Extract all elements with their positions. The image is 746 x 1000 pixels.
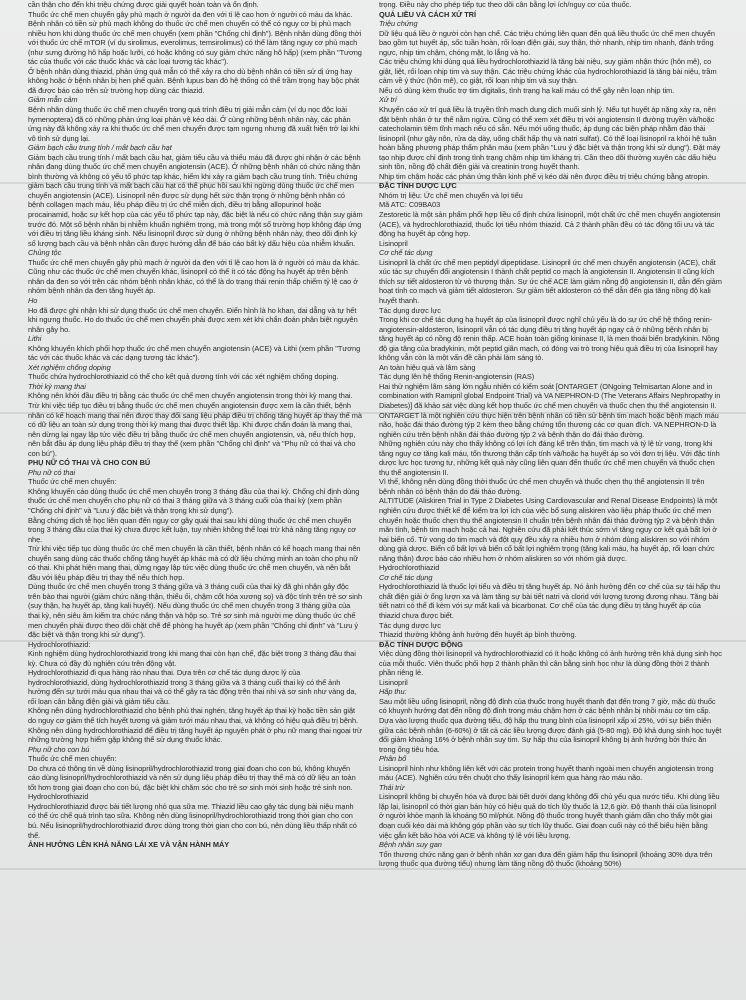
left-text-column (28, 0, 363, 1000)
paragraph: Vì thế, không nên dùng đồng thời thuốc ức chế men chuyển và thuốc chẹn thụ thể angiotensin II trên bệnh nhân có bệnh thận do đái tháo đường. (379, 477, 705, 496)
paragraph: Bằng chứng dịch tễ học liên quan đến nguy cơ gây quái thai sau khi dùng thuốc ức chế men chuyển trong 3 tháng đầu của thai kỳ chưa được kết luận, tuy nhiên không thể loại trừ khả năng tăng nguy cơ nhẹ. (28, 515, 357, 544)
paragraph: Thuốc ức chế men chuyển: (28, 477, 117, 487)
paragraph: Khuyến cáo xử trí quá liều là truyền tĩnh mạch dung dịch muối sinh lý. Nếu tụt huyết áp nặng xảy ra, nên đặt bệnh nhân ở tư thế nằm ngửa. Cũng có thể xem xét điều trị với angiotensin II đường truyền và/hoặc catecholamin tiêm tĩnh mạch nếu có sẵn. Nếu mới uống thuốc, áp dụng các biện pháp nhằm đào thải lisinopril (như gây nôn, rửa dạ dày, uống chất hấp thụ và natri sulfat). Có thể loại lisinopril ra khỏi hệ tuần hoàn bằng phương pháp thẩm phân máu (xem phần "Lưu ý đặc biệt và thận trọng khi sử dụng"). Đặt máy tạo nhịp được chỉ định trong tình trạng chậm nhịp tim kháng trị. Cần theo dõi thường xuyên các dấu hiệu sinh tồn, nồng độ chất điện giải và creatinin trong huyết thanh. (379, 105, 721, 172)
paragraph: Trong khi cơ chế tác dụng hạ huyết áp của lisinopril được nghĩ chủ yếu là do sự ức chế hệ thống renin-angiotensin-aldosteron, lisinopril vẫn có tác dụng điều trị tăng huyết áp ngay cả ở những bệnh nhân bị tăng huyết áp có nồng độ renin thấp. ACE hoàn toàn giống kininase II, là men thoái biến bradykinin. Nồng độ gia tăng của bradykinin, một peptid giãn mạch, có đóng vai trò trong hiệu quả điều trị của lisinopril hay không vẫn còn là một vấn đề cần phải làm sáng tỏ. (379, 315, 720, 363)
paragraph: Ho đã được ghi nhận khi sử dụng thuốc ức chế men chuyển. Điển hình là ho khan, dai dẳng và tự hết khi ngưng thuốc. Ho do thuốc ức chế men chuyển phải được xem xét khi chẩn đoán phân biệt nguyên nhân gây ho. (28, 305, 358, 334)
paragraph: Tổn thương chức năng gan ở bệnh nhân xơ gan đưa đến giảm hấp thu lisinopril (khoảng 30% dựa trên lượng thuốc qua đường tiểu) nhưng làm tăng nồng độ thuốc (khoảng 50%) (379, 849, 713, 869)
subsection-heading: Hấp thu: (379, 687, 407, 697)
paragraph: Giảm bạch cầu trung tính / mất bạch cầu hạt, giảm tiểu cầu và thiếu máu đã được ghi nhận ở các bệnh nhân đang dùng thuốc ức chế men chuyển angiotensin (ACE). Ở những bệnh nhân có chức năng thận bình thường và không có yếu tố phức tạp khác, hiếm khi xảy ra giảm bạch cầu trung tính. Triệu chứng giảm bạch cầu trung tính và mất bạch cầu hạt có thể phục hồi sau khi ngừng dùng thuốc ức chế men chuyển angiotensin (ACE). Lisinopril nên được sử dụng hết sức thận trọng ở những bệnh nhân có bệnh collagen mạch máu, liệu pháp điều trị ức chế miễn dịch, điều trị bằng allopurinol hoặc procainamid, hoặc sự kết hợp của các yếu tố phức tạp này, đặc biệt là nếu có chức năng thận suy giảm trước đó. Một số bệnh nhân bị nhiễm khuẩn nghiêm trọng, mà trong một số trường hợp không đáp ứng với điều trị tăng liều kháng sinh. Nếu lisinopril được sử dụng ở những bệnh nhân này, theo dõi định kỳ số lượng bạch cầu và bệnh nhân cần được hướng dẫn để báo cáo bất kỳ dấu hiệu của nhiễm khuẩn. (28, 152, 363, 248)
paragraph: Nhịp tim chậm hoặc các phản ứng thần kinh phế vị kéo dài nên được điều trị triệu chứng bằng atropin. (379, 171, 710, 181)
subsection-heading: Xét nghiệm chống doping (28, 362, 111, 372)
paragraph: Không khuyến cáo dùng thuốc ức chế men chuyển trong 3 tháng đầu của thai kỳ. Chống chỉ định dùng thuốc ức chế men chuyển cho phụ nữ có thai 3 tháng giữa và 3 tháng cuối của thai kỳ (xem phần "Chống chỉ định" và "Lưu ý đặc biệt và thận trọng khi sử dụng"). (28, 486, 360, 515)
paragraph: cần thận cho đến khi triệu chứng được giải quyết hoàn toàn và ổn định. (28, 0, 259, 9)
subsection-heading: Thời kỳ mang thai (28, 381, 86, 391)
paragraph: Không nên dùng hydrochlorothiazid cho bệnh phù thai nghén, tăng huyết áp thai kỳ hoặc tiền sản giật do nguy cơ giảm thể tích huyết tương và giảm tưới máu nhau thai, và không có hiệu quả điều trị bệnh. (28, 706, 359, 726)
section-heading: QUÁ LIỀU VÀ CÁCH XỬ TRÍ (379, 9, 476, 19)
section-heading: ẢNH HƯỞNG LÊN KHẢ NĂNG LÁI XE VÀ VẬN HÀNH MÁY (28, 840, 230, 850)
paragraph: Lisinopril là chất ức chế men peptidyl dipeptidase. Lisinopril ức chế men chuyển angiotensin (ACE), chất xúc tác sự chuyển đổi angiotensin I thành chất peptid co mạch là angiotensin II. Angiotensin II cũng kích thích sự tiết aldosteron từ vỏ thượng thận. Sự ức chế ACE làm giảm nồng độ angiotensin II, dẫn đến giảm hoạt tính co mạch và giảm tiết aldosteron. Sự giảm tiết aldosteron có thể dẫn đến gia tăng nồng độ kali huyết thanh. (379, 257, 722, 305)
subsection-heading: Triệu chứng (379, 19, 418, 29)
paragraph: Không nên dùng hydrochlorothiazid để điều trị tăng huyết áp nguyên phát ở phụ nữ mang thai ngoại trừ những trường hợp hiếm gặp không thể sử dụng thuốc khác. (28, 725, 362, 745)
paragraph: Cũng như các thuốc ức chế men chuyển khác, lisinopril có thể ít có tác động hạ huyết áp trên bệnh nhân da đen so với trên các nhóm bệnh nhân khác, có thể là do trạng thái renin thấp chiếm tỷ lệ cao ở nhóm bệnh nhân da đen tăng huyết áp. (28, 267, 359, 296)
paragraph: Không khuyến khích phối hợp thuốc ức chế men chuyển angiotensin (ACE) và Lithi (xem phần "Tương tác với các thuốc khác và các dạng tương tác khác"). (28, 343, 361, 363)
paragraph: Lisinopril (379, 677, 408, 687)
subsection-heading: Chủng tộc (28, 248, 62, 258)
paragraph: Nhóm trị liệu: Ức chế men chuyển và lợi tiểu (379, 190, 523, 200)
paragraph: Hydrochlorothiazid là thuốc lợi tiểu và điều trị tăng huyết áp. Nó ảnh hưởng đến cơ chế của sự tái hấp thu chất điện giải ở ống lượn xa và làm tăng sự bài tiết natri và clorid với lượng tương đương nhau. Tăng bài tiết natri có thể đi kèm với sự mất kali và bicarbonat. Cơ chế của tác dụng điều trị tăng huyết áp của thiazid chưa được biết. (379, 582, 721, 620)
paragraph: Nếu có dùng kèm thuốc trợ tim digitalis, tình trạng hạ kali máu có thể gây nên loạn nhịp tim. (379, 85, 675, 95)
paragraph: Hydrochlorothiazid (379, 563, 440, 573)
paragraph: An toàn hiệu quả và lâm sàng (379, 362, 476, 372)
paragraph: Thuốc ức chế men chuyển: (28, 754, 117, 764)
paragraph: Dữ liệu quá liều ở người còn hạn chế. Các triệu chứng liên quan đến quá liều thuốc ức chế men chuyển bao gồm tụt huyết áp, sốc tuần hoàn, rối loạn điện giải, suy thận, thở nhanh, nhịp tim nhanh, đánh trống ngực, nhịp tim chậm, chóng mặt, lo lắng và ho. (379, 28, 715, 57)
subsection-heading: Ho (28, 295, 38, 305)
right-text-column (379, 0, 722, 1000)
subsection-heading: Cơ chế tác dụng (379, 248, 433, 258)
subsection-heading: Phân bố (379, 754, 407, 764)
paragraph: Hai thử nghiệm lâm sàng lớn ngẫu nhiên có kiểm soát [ONTARGET (ONgoing Telmisartan Alone and in combination with Ramipril global Endpoint Trial) và VA NEPHRON-D (The Veterans Affairs Nephropathy in Diabetes)] đã khảo sát việc dùng kết hợp thuốc ức chế men chuyển và thuốc chẹn thụ thể angiotensin II. (379, 381, 721, 410)
section-heading: ĐẶC TÍNH DƯỢC ĐỘNG (379, 639, 463, 649)
paragraph: Tác dụng dược lực (379, 305, 441, 315)
paragraph: Bệnh nhân dùng thuốc ức chế men chuyển trong quá trình điều trị giải mẫn cảm (ví dụ nọc độc loài hymenoptera) đã có những phản ứng loại phản vệ kéo dài. Ở cùng những bệnh nhân này, các phản ứng này đã không xảy ra khi thuốc ức chế men chuyển được tạm ngưng nhưng đã xuất hiện trở lại khi vô tình sử dụng lại. (28, 105, 360, 143)
paragraph: Việc dùng đồng thời lisinopril và hydrochlorothiazid có ít hoặc không có ảnh hưởng trên khả dụng sinh học của mỗi thuốc. Viên thuốc phối hợp 2 thành phần thì cân bằng sinh học như là dùng đồng thời 2 thành phần riêng lẻ. (379, 649, 722, 678)
subsection-heading: Xử trí (379, 95, 397, 105)
paragraph: Mã ATC: C09BA03 (379, 200, 441, 210)
paragraph: Dùng thuốc ức chế men chuyển trong 3 tháng giữa và 3 tháng cuối của thai kỳ đã ghi nhận gây độc trên bào thai người (giảm chức năng thận, thiểu ối, chậm cốt hóa xương sọ) và độc tính trên trẻ sơ sinh (suy thận, hạ huyết áp, tăng kali huyết). Nếu dùng thuốc ức chế men chuyển trong 3 tháng giữa của thai kỳ, nên siêu âm kiểm tra chức năng thận và hộp sọ. Trẻ sơ sinh mà người mẹ dùng thuốc ức chế men chuyển phải được theo dõi chặt chẽ để phòng hạ huyết áp (xem phần "Chống chỉ định" và "Lưu ý đặc biệt và thận trọng khi sử dụng"). (28, 582, 362, 640)
paragraph: ONTARGET là một nghiên cứu thực hiện trên bệnh nhân có tiền sử bệnh tim mạch hoặc bệnh mạch máu não, hoặc đái tháo đường týp 2 kèm theo bằng chứng tổn thương các cơ quan đích. VA NEPHRON-D là nghiên cứu trên bệnh nhân đái tháo đường týp 2 và bệnh thận do đái tháo đường. (379, 410, 719, 439)
paragraph: Thuốc ức chế men chuyển gây phù mạch ở người da đen với tỉ lệ cao hơn là ở người có màu da khác. (28, 257, 361, 267)
paragraph: Những nghiên cứu này cho thấy không có lợi ích đáng kể trên thận, tim mạch và tỷ lệ tử vong, trong khi tăng nguy cơ tăng kali máu, tổn thương thận cấp tính và/hoặc hạ huyết áp so với đơn trị liệu. Với đặc tính dược lực học tương tự, những kết quả này cũng liên quan đến thuốc ức chế men chuyển và thuốc chẹn thụ thể angiotensin II. (379, 439, 720, 477)
paragraph: Thuốc ức chế men chuyển gây phù mạch ở người da đen với tỉ lệ cao hơn ở người có màu da khác. (28, 9, 353, 19)
paragraph: Bệnh nhân có tiền sử phù mạch không do thuốc ức chế men chuyển có thể có nguy cơ bị phù mạch nhiều hơn khi dùng thuốc ức chế men chuyển (xem phần "Chống chỉ định"). Bệnh nhân dùng đồng thời với thuốc ức chế mTOR (ví dụ sirolimus, everolimus, temsirolimus) có thể làm tăng nguy cơ phù mạch (như sưng đường hô hấp hoặc lưỡi, có hoặc không có suy giảm chức năng hô hấp) (xem phần "Tương tác của thuốc với các thuốc khác và các loại tương tác khác"). (28, 19, 362, 67)
subsection-heading: Bệnh nhân suy gan (379, 840, 442, 850)
paragraph: ALTITUDE (Aliskiren Trial in Type 2 Diabetes Using Cardiovascular and Renal Disease Endpoints) là một nghiên cứu được thiết kế để kiểm tra lợi ích của việc bổ sung aliskiren vào liệu pháp thuốc ức chế men chuyển hoặc thuốc chẹn thụ thể angiotensin II chuẩn trên bệnh nhân đái tháo đường týp 2 và bệnh thận mãn tính, bệnh tim mạch hoặc cả hai. Nghiên cứu đã phải kết thúc sớm vì tăng nguy cơ kết quả bất lợi ở hai biến cố. Tử vong do tim mạch và đột quỵ đều xảy ra nhiều hơn ở nhóm dùng aliskiren so với nhóm dùng giả dược. Biến cố bất lợi và biến cố bất lợi nghiêm trọng (tăng kali máu, hạ huyết áp, rối loạn chức năng thận) được báo cáo nhiều hơn ở nhóm aliskiren so với nhóm giả dược. (379, 496, 718, 563)
paragraph: Tác dụng lên hệ thống Renin-angiotensin (RAS) (379, 372, 535, 382)
paragraph: Lisinopril không bị chuyển hóa và được bài tiết dưới dạng không đổi chủ yếu qua nước tiểu. Khi dùng liều lặp lại, lisinopril có thời gian bán hủy có hiệu quả do tích lũy thuốc là 12,6 giờ. Độ thanh thải của lisinopril ở người khỏe mạnh là khoảng 50 ml/phút. Nồng độ thuốc trong huyết thanh giảm dần cho thấy một giai đoạn cuối kéo dài mà không góp phần vào sự tích lũy thuốc. Giai đoạn cuối này có thể biểu hiện bằng việc gắn kết bão hòa với ACE và không tỷ lệ với liều lượng. (379, 792, 720, 840)
paragraph: Zestoretic là một sản phẩm phối hợp liều cố định chứa lisinopril, một chất ức chế men chuyển angiotensin (ACE), và hydrochlorothiazid, thuốc lợi tiểu nhóm thiazid. Cả 2 thành phần đều có tác động tối ưu và tác động hạ huyết áp cộng hợp. (379, 210, 721, 239)
paragraph: Hydrochlorothiazid đi qua hàng rào nhau thai. Dựa trên cơ chế tác dụng dược lý của hydrochlorothiazid, dùng hydrochlorothiazid trong 3 tháng giữa và 3 tháng cuối thai kỳ có thể ảnh hưởng đến sự tưới máu qua nhau thai và có thể gây ra tác động trên thai nhi và sơ sinh như vàng da, rối loạn cân bằng điện giải và giảm tiểu cầu. (28, 668, 357, 706)
paragraph: Không nên khởi đầu điều trị bằng các thuốc ức chế men chuyển angiotensin trong thời kỳ mang thai. Trừ khi việc tiếp tục điều trị bằng thuốc ức chế men chuyển angiotensin được xem là cần thiết, bệnh nhân có kế hoạch mang thai nên được thay đổi sang liệu pháp điều trị chống tăng huyết áp thay thế mà có dữ liệu an toàn sử dụng trong thời kỳ mang thai được thiết lập. Khi được chẩn đoán là mang thai, nên dừng lại ngay lập tức việc điều trị bằng thuốc ức chế men chuyển angiotensin, và, nếu thích hợp, nên bắt đầu áp dụng liệu pháp điều trị thay thế (xem phần "Chống chỉ định" và "Phụ nữ có thai và cho con bú"). (28, 391, 362, 458)
paragraph: Các triệu chứng khi dùng quá liều hydrochlorothiazid là tăng bài niệu, suy giảm nhận thức (hôn mê), co giật, liệt, rối loạn nhịp tim và suy thận. Các triệu chứng khác của hydrochlorothiazid là tăng bài niệu, trầm cảm về ý thức (hôn mê), co giật, rối loạn nhịp tim và suy thận. (379, 57, 717, 86)
paragraph: Hydrochlorothiazid được bài tiết lượng nhỏ qua sữa mẹ. Thiazid liều cao gây tác dụng bài niệu mạnh có thể ức chế quá trình tạo sữa. Không nên dùng lisinopril/hydrochlorothiazid trong thời gian cho con bú. Nếu lisinopril/hydrochlorothiazid được dùng trong thời gian cho con bú, nên dùng liều thấp nhất có thể. (28, 801, 357, 840)
paragraph: Sau một liều uống lisinopril, nồng độ đỉnh của thuốc trong huyết thanh đạt đến trong 7 giờ, mặc dù thuốc có khuynh hướng đạt đến nồng độ đỉnh trong máu chậm hơn ở các bệnh nhân bị nhồi máu cơ tim cấp. Dựa vào lượng thuốc qua đường tiểu, độ hấp thu trung bình của lisinopril xấp xỉ 25%, với sự biến thiên giữa các bệnh nhân (6-60%) ở tất cả các liều lượng được đánh giá (5-80 mg). Độ khả dụng sinh học tuyệt đối giảm khoảng 16% ở bệnh nhân suy tim. Sự hấp thu của lisinopril không bị ảnh hưởng bởi thức ăn trong ống tiêu hóa. (379, 696, 722, 754)
paragraph: Hydrochlorothiazid: (28, 639, 91, 649)
section-heading: PHỤ NỮ CÓ THAI VÀ CHO CON BÚ (28, 458, 151, 468)
paragraph: Tác dụng dược lực (379, 620, 441, 630)
paragraph: Lisinopril (379, 238, 408, 248)
subsection-heading: Thải trừ (379, 782, 405, 792)
paragraph: Thuốc chứa hydrochlorothiazid có thể cho kết quả dương tính với các xét nghiệm chống doping. (28, 372, 339, 382)
subsection-heading: Giảm mẫn cảm (28, 95, 78, 105)
subsection-heading: Phụ nữ có thai (28, 467, 76, 477)
paragraph: Do chưa có thông tin về dùng lisinopril/hydrochlorothiazid trong giai đoạn cho con bú, không khuyến cáo dùng lisinopril/hydrochlorothiazid và nên sử dụng liệu pháp điều trị thay thế mà có dữ liệu an toàn tốt hơn trong giai đoạn cho con bú, đặc biệt khi chăm sóc cho trẻ sơ sinh mới sinh hoặc trẻ sinh non. (28, 763, 356, 792)
paragraph: Lisinopril hình như không liên kết với các protein trong huyết thanh ngoài men chuyển angiotensin trong máu (ACE). Nghiên cứu trên chuột cho thấy lisinopril kém qua hàng rào máu não. (379, 763, 714, 783)
subsection-heading: Cơ chế tác dụng (379, 572, 433, 582)
subsection-heading: Phụ nữ cho con bú (28, 744, 90, 754)
paragraph: Hydrochlorothiazid (28, 792, 89, 802)
subsection-heading: Lithi (28, 334, 42, 344)
paragraph: Thiazid thường không ảnh hưởng đến huyết áp bình thường. (379, 630, 577, 640)
paragraph: Kinh nghiệm dùng hydrochlorothiazid trong khi mang thai còn hạn chế, đặc biệt trong 3 tháng đầu thai kỳ. Chưa có đầy đủ nghiên cứu trên động vật. (28, 649, 356, 668)
section-heading: ĐẶC TÍNH DƯỢC LỰC (379, 181, 457, 191)
paragraph: trọng. Điều này cho phép tiếp tục theo dõi cân bằng lợi ích/nguy cơ của thuốc. (379, 0, 632, 9)
paragraph: Ở bệnh nhân dùng thiazid, phản ứng quá mẫn có thể xảy ra cho dù bệnh nhân có tiền sử dị ứng hay không hoặc ở bệnh nhân bị hen phế quản. Bệnh lupus ban đỏ hệ thống có thể trầm trọng hay bộc phát đã được báo cáo trên sử trường hợp dùng các thiazid. (28, 66, 360, 95)
subsection-heading: Giảm bạch cầu trung tính / mất bạch cầu hạt (28, 143, 172, 153)
paragraph: Trừ khi việc tiếp tục dùng thuốc ức chế men chuyển là cần thiết, bệnh nhân có kế hoạch mang thai nên chuyển sang dùng các thuốc chống tăng huyết áp khác mà có dữ liệu chứng minh an toàn cho phụ nữ có thai. Khi phát hiện mang thai, dừng ngay lập tức việc dùng thuốc ức chế men chuyển, và nên bắt đầu với liệu pháp điều trị thay thế nếu thích hợp. (28, 544, 361, 582)
